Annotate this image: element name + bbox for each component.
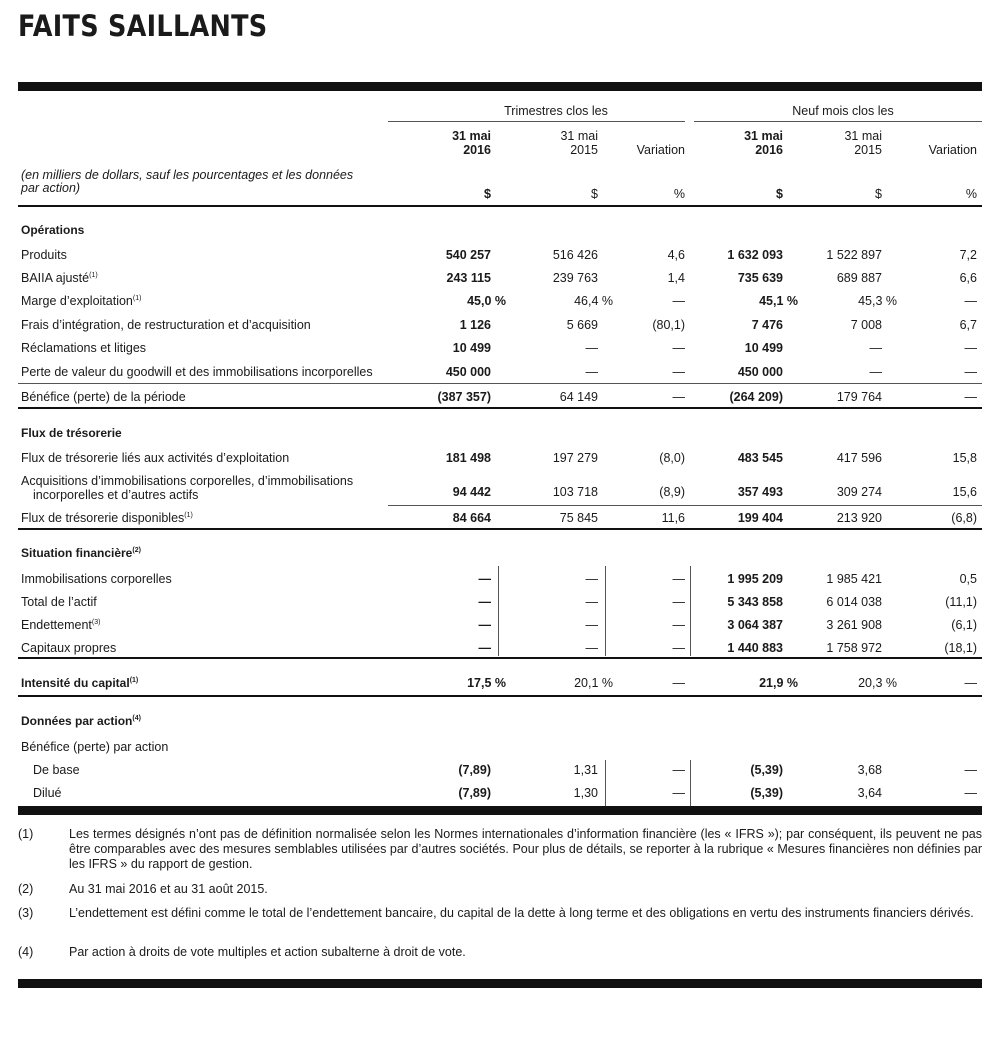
units-note-line1: (en milliers de dollars, sauf les pourcentages et les données	[21, 168, 354, 182]
cell-endettement-nvar: (6,1)	[951, 618, 977, 632]
group-header-quarters: Trimestres clos les	[504, 104, 608, 118]
column-separator	[605, 566, 606, 656]
cell-marge-n2016: 45,1 %	[759, 294, 798, 308]
cell-dilue-n2015: 3,64	[857, 786, 882, 800]
cell-immobilisations-q2015: —	[585, 572, 598, 586]
row-label-bpa: Bénéfice (perte) par action	[21, 740, 169, 754]
cell-dilue-q2015: 1,30	[573, 786, 598, 800]
cell-base-q2015: 1,31	[573, 763, 598, 777]
row-label-capitaux-propres: Capitaux propres	[21, 641, 117, 655]
cell-perte-valeur-q2015: —	[585, 365, 598, 379]
cell-benefice-n2016: (264 209)	[729, 390, 783, 404]
cell-endettement-n2016: 3 064 387	[727, 618, 783, 632]
col-header-n-variation: Variation	[928, 143, 977, 157]
row-label-baiia-text: BAIIA ajusté	[21, 271, 90, 285]
header-rule	[18, 205, 982, 207]
column-separator	[690, 760, 691, 806]
col-header-q2015-line2: 2015	[570, 143, 598, 157]
cell-immobilisations-nvar: 0,5	[959, 572, 977, 586]
cell-produits-q2015: 516 426	[552, 248, 598, 262]
footnote-mark-3: (3)	[18, 906, 34, 920]
cell-flux-disponibles-nvar: (6,8)	[951, 511, 977, 525]
cell-reclamations-q2015: —	[585, 341, 598, 355]
col-header-n2016-line1: 31 mai	[744, 129, 783, 143]
cell-marge-q2016: 45,0 %	[467, 294, 506, 308]
section-capital-text: Intensité du capital	[21, 676, 130, 690]
units-note-line2: par action)	[21, 181, 81, 195]
cell-immobilisations-q2016: —	[478, 572, 491, 586]
cell-acquisitions-n2015: 309 274	[836, 485, 882, 499]
footnote-ref: (4)	[132, 715, 141, 722]
cell-reclamations-q2016: 10 499	[452, 341, 491, 355]
cell-perte-valeur-n2015: —	[869, 365, 882, 379]
cell-capitaux-nvar: (18,1)	[944, 641, 977, 655]
footnote-text-4: Par action à droits de vote multiples et action subalterne à droit de vote.	[69, 945, 466, 959]
cell-marge-n2015: 45,3 %	[858, 294, 897, 308]
cell-benefice-q2015: 64 149	[559, 390, 598, 404]
section-financial-text: Situation financière	[21, 546, 133, 560]
cell-base-n2016: (5,39)	[750, 763, 783, 777]
col-header-q2016-line1: 31 mai	[452, 129, 491, 143]
cell-endettement-n2015: 3 261 908	[826, 618, 882, 632]
cell-endettement-q2016: —	[478, 618, 491, 632]
cell-frais-qvar: (80,1)	[652, 318, 685, 332]
cell-total-actif-n2015: 6 014 038	[826, 595, 882, 609]
row-label-total-actif: Total de l’actif	[21, 595, 97, 609]
cell-produits-qvar: 4,6	[667, 248, 685, 262]
cell-baiia-q2015: 239 763	[552, 271, 598, 285]
footnote-ref: (1)	[132, 295, 142, 302]
unit-n2016: $	[776, 187, 783, 201]
cell-intensite-nvar: —	[964, 676, 977, 690]
cell-immobilisations-qvar: —	[672, 572, 685, 586]
cell-produits-n2015: 1 522 897	[826, 248, 882, 262]
col-header-q-variation: Variation	[636, 143, 685, 157]
footnote-text-1: Les termes désignés n’ont pas de définition normalisée selon les Normes internationales d’information financière (les « IFRS »); par conséquent, ils peuvent ne pas être comparables avec des mesures semblables utilisées par d’autres sociétés. Pour plus de détails, se reporter à la rubrique « Mesures financières non définies par les IFRS » du rapport de gestion.	[69, 827, 982, 871]
cell-dilue-q2016: (7,89)	[458, 786, 491, 800]
col-header-n2015-line1: 31 mai	[844, 129, 882, 143]
row-label-flux-disponibles	[21, 511, 193, 526]
unit-q2016: $	[484, 187, 491, 201]
footnote-ref: (3)	[91, 619, 101, 626]
row-label-acquisitions-line2: incorporelles et d’autres actifs	[33, 488, 199, 502]
cell-frais-q2015: 5 669	[566, 318, 598, 332]
cell-baiia-nvar: 6,6	[959, 271, 977, 285]
cell-endettement-q2015: —	[585, 618, 598, 632]
col-header-n2016-line2: 2016	[755, 143, 783, 157]
cell-base-q2016: (7,89)	[458, 763, 491, 777]
footnote-ref: (2)	[132, 547, 141, 554]
row-label-baiia	[21, 271, 98, 286]
group-underline-nine-months	[694, 121, 982, 122]
cell-intensite-q2016: 17,5 %	[467, 676, 506, 690]
cell-baiia-qvar: 1,4	[667, 271, 685, 285]
cell-flux-disponibles-q2016: 84 664	[452, 511, 491, 525]
row-separator	[388, 505, 982, 506]
row-label-benefice: Bénéfice (perte) de la période	[21, 390, 186, 404]
row-label-immobilisations: Immobilisations corporelles	[21, 572, 172, 586]
cell-marge-q2015: 46,4 %	[574, 294, 613, 308]
unit-n-variation: %	[965, 187, 977, 201]
cell-flux-disponibles-q2015: 75 845	[559, 511, 598, 525]
cell-baiia-n2015: 689 887	[836, 271, 882, 285]
cell-total-actif-qvar: —	[672, 595, 685, 609]
section-rule	[18, 407, 982, 409]
section-operations: Opérations	[21, 223, 85, 237]
cell-acquisitions-q2015: 103 718	[552, 485, 598, 499]
col-header-n2015-line2: 2015	[854, 143, 882, 157]
unit-q2015: $	[591, 187, 598, 201]
row-label-marge-text: Marge d’exploitation	[21, 294, 133, 308]
section-rule	[18, 695, 982, 697]
footnote-ref: (1)	[184, 512, 193, 519]
cell-endettement-qvar: —	[672, 618, 685, 632]
cell-flux-exploitation-n2016: 483 545	[737, 451, 783, 465]
cell-benefice-q2016: (387 357)	[437, 390, 491, 404]
table-bottom-rule	[18, 806, 982, 815]
footnote-mark-4: (4)	[18, 945, 34, 959]
cell-flux-exploitation-nvar: 15,8	[952, 451, 977, 465]
cell-capitaux-n2016: 1 440 883	[727, 641, 783, 655]
cell-dilue-n2016: (5,39)	[750, 786, 783, 800]
cell-acquisitions-n2016: 357 493	[737, 485, 783, 499]
cell-acquisitions-nvar: 15,6	[952, 485, 977, 499]
footnote-mark-2: (2)	[18, 882, 34, 896]
cell-flux-disponibles-qvar: 11,6	[661, 511, 685, 525]
cell-base-n2015: 3,68	[857, 763, 882, 777]
cell-reclamations-n2015: —	[869, 341, 882, 355]
row-label-endettement	[21, 618, 100, 633]
group-header-nine-months: Neuf mois clos les	[792, 104, 894, 118]
section-per-share	[21, 714, 141, 729]
row-label-endettement-text: Endettement	[21, 618, 92, 632]
section-rule	[18, 657, 982, 659]
row-label-flux-exploitation: Flux de trésorerie liés aux activités d’exploitation	[21, 451, 290, 465]
cell-total-actif-q2015: —	[585, 595, 598, 609]
cell-benefice-nvar: —	[964, 390, 977, 404]
row-label-perte-valeur: Perte de valeur du goodwill et des immobilisations incorporelles	[21, 365, 373, 379]
cell-perte-valeur-n2016: 450 000	[737, 365, 783, 379]
cell-flux-exploitation-qvar: (8,0)	[659, 451, 685, 465]
row-label-frais: Frais d’intégration, de restructuration et d’acquisition	[21, 318, 311, 332]
cell-produits-q2016: 540 257	[445, 248, 491, 262]
footnote-ref: (1)	[129, 677, 139, 684]
footer-rule	[18, 979, 982, 988]
row-separator	[18, 383, 982, 384]
top-rule	[18, 82, 982, 91]
cell-frais-nvar: 6,7	[959, 318, 977, 332]
cell-marge-nvar: —	[964, 294, 977, 308]
column-separator	[498, 566, 499, 656]
cell-dilue-qvar: —	[672, 786, 685, 800]
col-header-q2016-line2: 2016	[463, 143, 491, 157]
cell-frais-n2015: 7 008	[850, 318, 882, 332]
row-label-produits: Produits	[21, 248, 67, 262]
row-label-reclamations: Réclamations et litiges	[21, 341, 147, 355]
section-rule	[18, 528, 982, 530]
row-label-intensite-capital	[21, 676, 138, 691]
group-underline-quarters	[388, 121, 685, 122]
cell-intensite-qvar: —	[672, 676, 685, 690]
section-financial-position	[21, 546, 141, 561]
cell-flux-exploitation-n2015: 417 596	[836, 451, 882, 465]
cell-produits-nvar: 7,2	[959, 248, 977, 262]
cell-perte-valeur-qvar: —	[672, 365, 685, 379]
cell-intensite-n2015: 20,3 %	[858, 676, 897, 690]
section-cash-flow: Flux de trésorerie	[21, 426, 122, 440]
cell-immobilisations-n2016: 1 995 209	[727, 572, 783, 586]
cell-flux-disponibles-n2015: 213 920	[836, 511, 882, 525]
cell-benefice-qvar: —	[672, 390, 685, 404]
footnote-text-2: Au 31 mai 2016 et au 31 août 2015.	[69, 882, 268, 896]
cell-immobilisations-n2015: 1 985 421	[826, 572, 882, 586]
cell-intensite-n2016: 21,9 %	[759, 676, 798, 690]
row-label-dilue: Dilué	[33, 786, 62, 800]
row-label-marge	[21, 294, 141, 309]
cell-reclamations-nvar: —	[964, 341, 977, 355]
cell-acquisitions-q2016: 94 442	[452, 485, 491, 499]
cell-capitaux-q2015: —	[585, 641, 598, 655]
cell-frais-n2016: 7 476	[751, 318, 783, 332]
column-separator	[605, 760, 606, 806]
cell-flux-disponibles-n2016: 199 404	[737, 511, 783, 525]
column-separator	[690, 566, 691, 656]
cell-total-actif-n2016: 5 343 858	[727, 595, 783, 609]
cell-baiia-n2016: 735 639	[737, 271, 783, 285]
page-title: FAITS SAILLANTS	[18, 9, 268, 43]
unit-n2015: $	[875, 187, 882, 201]
cell-total-actif-q2016: —	[478, 595, 491, 609]
cell-baiia-q2016: 243 115	[446, 271, 491, 285]
cell-perte-valeur-q2016: 450 000	[445, 365, 491, 379]
footnote-mark-1: (1)	[18, 827, 34, 841]
row-label-acquisitions-line1: Acquisitions d’immobilisations corporelles, d’immobilisations	[21, 474, 354, 488]
cell-intensite-q2015: 20,1 %	[574, 676, 613, 690]
cell-perte-valeur-nvar: —	[964, 365, 977, 379]
cell-capitaux-q2016: —	[478, 641, 491, 655]
cell-reclamations-n2016: 10 499	[744, 341, 783, 355]
cell-flux-exploitation-q2016: 181 498	[445, 451, 491, 465]
cell-base-qvar: —	[672, 763, 685, 777]
cell-capitaux-qvar: —	[672, 641, 685, 655]
cell-base-nvar: —	[964, 763, 977, 777]
cell-capitaux-n2015: 1 758 972	[826, 641, 882, 655]
cell-dilue-nvar: —	[964, 786, 977, 800]
cell-reclamations-qvar: —	[672, 341, 685, 355]
cell-total-actif-nvar: (11,1)	[945, 595, 977, 609]
section-per-share-text: Données par action	[21, 714, 133, 728]
cell-flux-exploitation-q2015: 197 279	[552, 451, 598, 465]
cell-frais-q2016: 1 126	[459, 318, 491, 332]
footnote-ref: (1)	[89, 272, 98, 279]
cell-produits-n2016: 1 632 093	[727, 248, 783, 262]
unit-q-variation: %	[673, 187, 685, 201]
footnote-text-3: L’endettement est défini comme le total de l’endettement bancaire, du capital de la dette à long terme et des obligations en vertu des instruments financiers dérivés.	[69, 906, 974, 920]
cell-acquisitions-qvar: (8,9)	[659, 485, 685, 499]
cell-benefice-n2015: 179 764	[836, 390, 882, 404]
col-header-q2015-line1: 31 mai	[560, 129, 598, 143]
row-label-flux-disponibles-text: Flux de trésorerie disponibles	[21, 511, 185, 525]
cell-marge-qvar: —	[672, 294, 685, 308]
row-label-de-base: De base	[33, 763, 80, 777]
